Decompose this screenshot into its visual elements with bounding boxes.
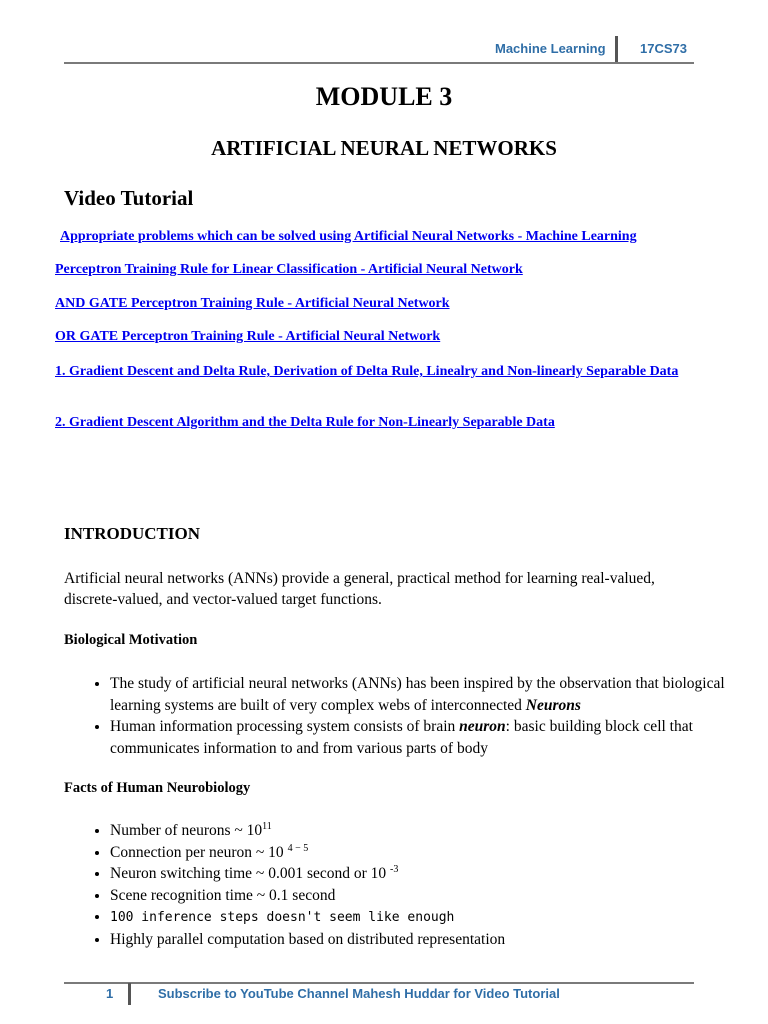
header-course-name: Machine Learning	[495, 41, 606, 56]
fact-text: Highly parallel computation based on distributed representation	[110, 930, 506, 948]
fact-text: Scene recognition time ~ 0.1 second	[110, 886, 336, 904]
facts-heading: Facts of Human Neurobiology	[64, 780, 251, 796]
tutorial-link-perceptron-rule[interactable]: Perceptron Training Rule for Linear Classification - Artificial Neural Network	[55, 262, 523, 277]
bullet-emphasis: Neurons	[525, 696, 581, 714]
footer-divider	[128, 983, 131, 1005]
video-tutorial-heading: Video Tutorial	[64, 186, 194, 210]
fact-text: 100 inference steps doesn't seem like enough	[110, 910, 455, 925]
fact-exponent: -3	[390, 863, 399, 875]
footer-subscribe-text: Subscribe to YouTube Channel Mahesh Huddar for Video Tutorial	[158, 986, 560, 1001]
module-subtitle: ARTIFICIAL NEURAL NETWORKS	[211, 136, 557, 160]
header-divider	[615, 36, 618, 64]
bullet-text: The study of artificial neural networks (ANNs) has been inspired by the observation that biological learning systems are built of very complex webs of interconnected	[110, 675, 725, 714]
bullet-emphasis: neuron	[459, 718, 506, 735]
biological-motivation-heading: Biological Motivation	[64, 632, 198, 648]
fact-text: Connection per neuron ~ 10	[110, 843, 288, 861]
list-item	[110, 716, 750, 759]
list-item	[110, 863, 750, 885]
tutorial-link-or-gate[interactable]: OR GATE Perceptron Training Rule - Artificial Neural Network	[55, 329, 441, 344]
tutorial-link-gradient-descent-1[interactable]: 1. Gradient Descent and Delta Rule, Derivation of Delta Rule, Linealry and Non-linearly Separable Data	[55, 364, 679, 379]
tutorial-link-gradient-descent-2[interactable]: 2. Gradient Descent Algorithm and the Delta Rule for Non-Linearly Separable Data	[55, 415, 555, 430]
module-title: MODULE 3	[315, 82, 453, 111]
list-item	[110, 929, 750, 951]
bullet-text: Human information processing system consists of brain	[110, 718, 460, 735]
introduction-paragraph: Artificial neural networks (ANNs) provide a general, practical method for learning real-valued, discrete-valued, and vector-valued target functions.	[64, 570, 655, 608]
tutorial-link-appropriate-problems[interactable]: Appropriate problems which can be solved using Artificial Neural Networks - Machine Learning	[60, 229, 637, 244]
header-rule	[64, 62, 694, 64]
list-item	[110, 673, 750, 716]
bullet-text: : basic building block cell that communicates information to and from various parts of body	[110, 718, 693, 757]
fact-text: Neuron switching time ~ 0.001 second or 10	[110, 865, 391, 882]
list-item	[110, 820, 750, 842]
header-course-code: 17CS73	[640, 41, 687, 56]
list-item	[110, 885, 750, 907]
page-number: 1	[106, 986, 114, 1001]
tutorial-link-and-gate[interactable]: AND GATE Perceptron Training Rule - Artificial Neural Network	[55, 296, 450, 311]
facts-list	[64, 820, 750, 950]
introduction-heading: INTRODUCTION	[64, 524, 201, 543]
fact-text: Number of neurons ~ 10	[110, 822, 263, 839]
biological-motivation-list	[64, 673, 750, 759]
list-item	[110, 842, 750, 864]
list-item	[110, 906, 750, 929]
fact-exponent: 11	[262, 820, 272, 832]
footer-rule	[64, 982, 694, 984]
fact-exponent: 4 − 5	[287, 842, 309, 854]
